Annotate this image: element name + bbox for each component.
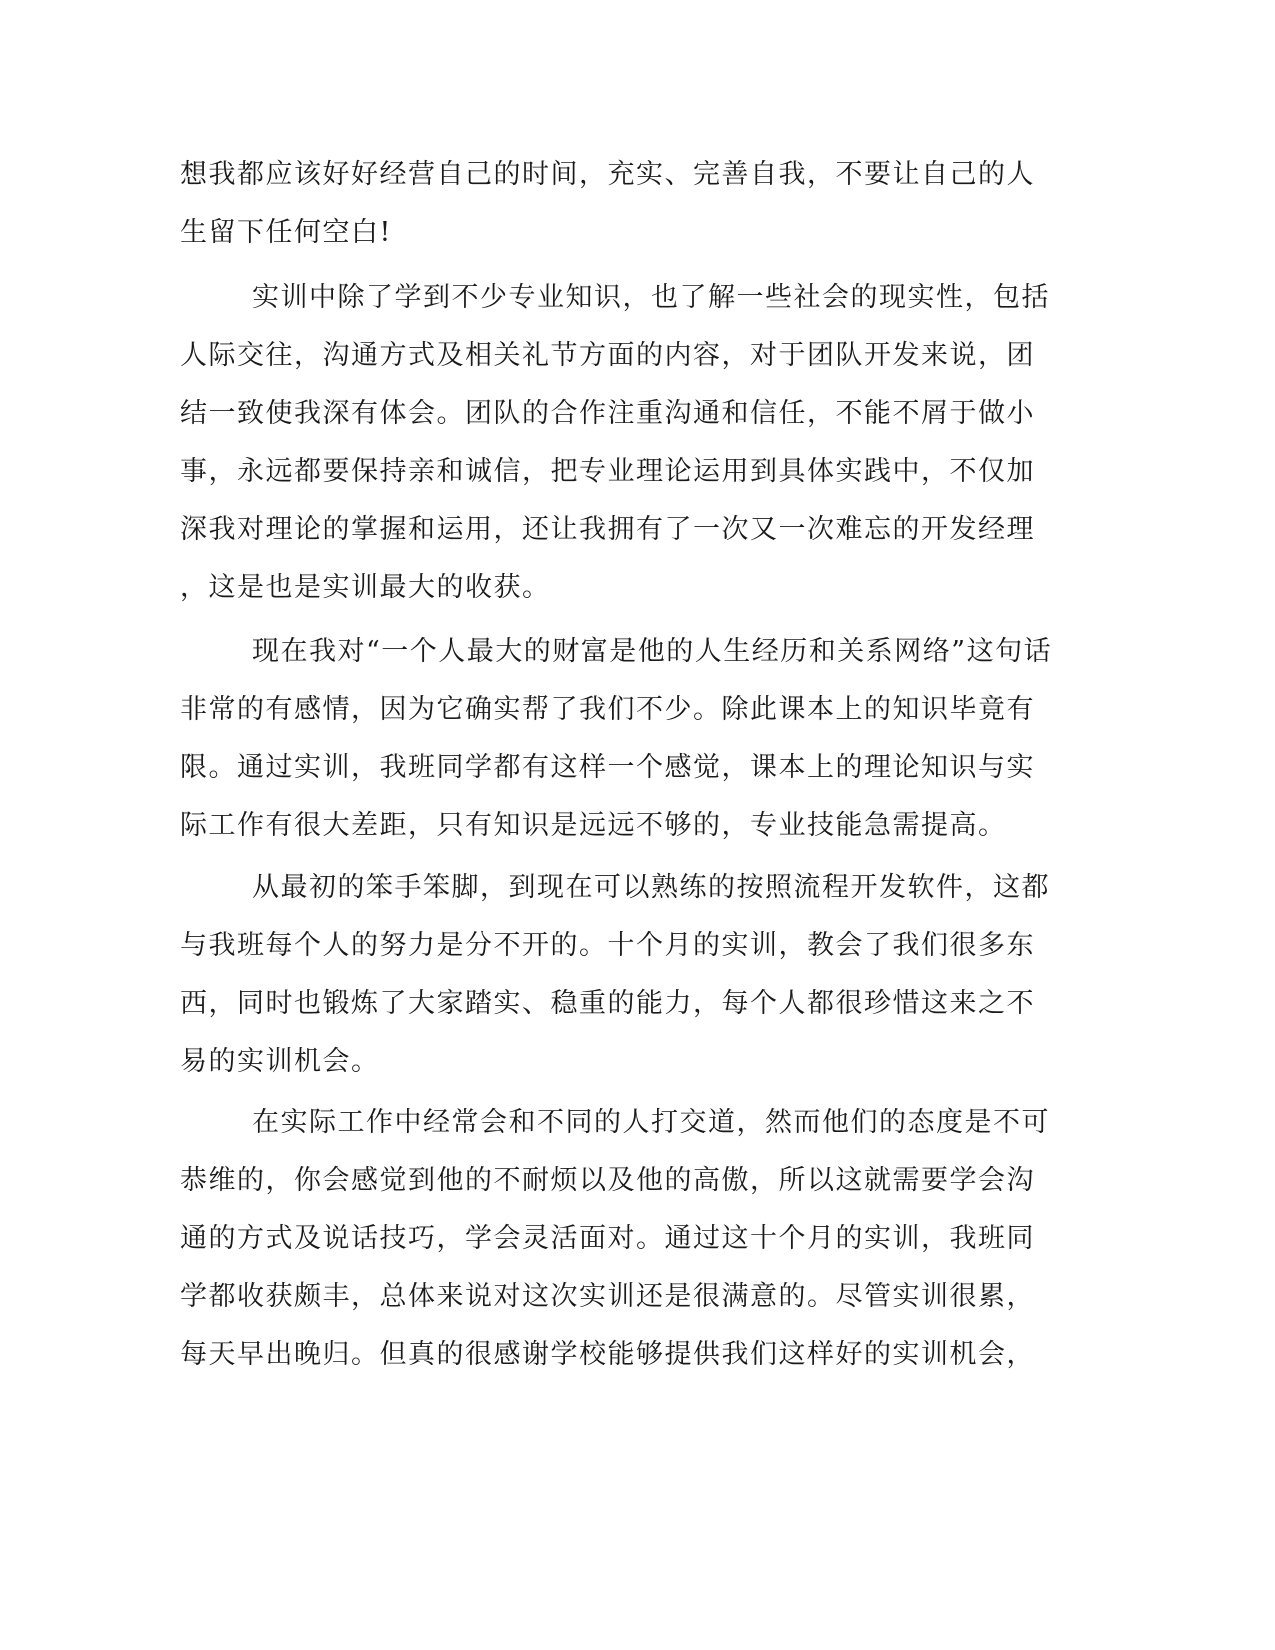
paragraph-5-line-4: 学都收获颇丰，总体来说对这次实训还是很满意的。尽管实训很累， xyxy=(180,1281,1035,1312)
paragraph-2-line-6: ，这是也是实训最大的收获。 xyxy=(180,572,551,603)
paragraph-2-line-3: 结一致使我深有体会。团队的合作注重沟通和信任，不能不屑于做小 xyxy=(180,398,1035,429)
paragraph-4-line-4: 易的实训机会。 xyxy=(180,1046,380,1077)
paragraph-5-line-5: 每天早出晚归。但真的很感谢学校能够提供我们这样好的实训机会， xyxy=(180,1339,1035,1370)
paragraph-1-line-2: 生留下任何空白! xyxy=(180,217,392,248)
paragraph-2-line-5: 深我对理论的掌握和运用，还让我拥有了一次又一次难忘的开发经理 xyxy=(180,514,1035,545)
paragraph-4-line-3: 西，同时也锻炼了大家踏实、稳重的能力，每个人都很珍惜这来之不 xyxy=(180,988,1035,1019)
paragraph-4-line-2: 与我班每个人的努力是分不开的。十个月的实训，教会了我们很多东 xyxy=(180,930,1035,961)
paragraph-5-line-3: 通的方式及说话技巧，学会灵活面对。通过这十个月的实训，我班同 xyxy=(180,1223,1035,1254)
paragraph-3-line-3: 限。通过实训，我班同学都有这样一个感觉，课本上的理论知识与实 xyxy=(180,752,1035,783)
paragraph-2-line-4: 事，永远都要保持亲和诚信，把专业理论运用到具体实践中，不仅加 xyxy=(180,456,1035,487)
paragraph-3-line-4: 际工作有很大差距，只有知识是远远不够的，专业技能急需提高。 xyxy=(180,810,1007,841)
paragraph-5-line-2: 恭维的，你会感觉到他的不耐烦以及他的高傲，所以这就需要学会沟 xyxy=(180,1165,1035,1196)
paragraph-5-line-1: 在实际工作中经常会和不同的人打交道，然而他们的态度是不可 xyxy=(252,1107,1050,1138)
paragraph-3-line-2: 非常的有感情，因为它确实帮了我们不少。除此课本上的知识毕竟有 xyxy=(180,694,1035,725)
paragraph-4-line-1: 从最初的笨手笨脚，到现在可以熟练的按照流程开发软件，这都 xyxy=(252,872,1050,903)
paragraph-2-line-2: 人际交往，沟通方式及相关礼节方面的内容，对于团队开发来说，团 xyxy=(180,340,1035,371)
paragraph-3-line-1: 现在我对“一个人最大的财富是他的人生经历和关系网络”这句话 xyxy=(252,636,1053,667)
paragraph-1-line-1: 想我都应该好好经营自己的时间，充实、完善自我，不要让自己的人 xyxy=(180,159,1035,190)
paragraph-2-line-1: 实训中除了学到不少专业知识，也了解一些社会的现实性，包括 xyxy=(252,282,1050,313)
